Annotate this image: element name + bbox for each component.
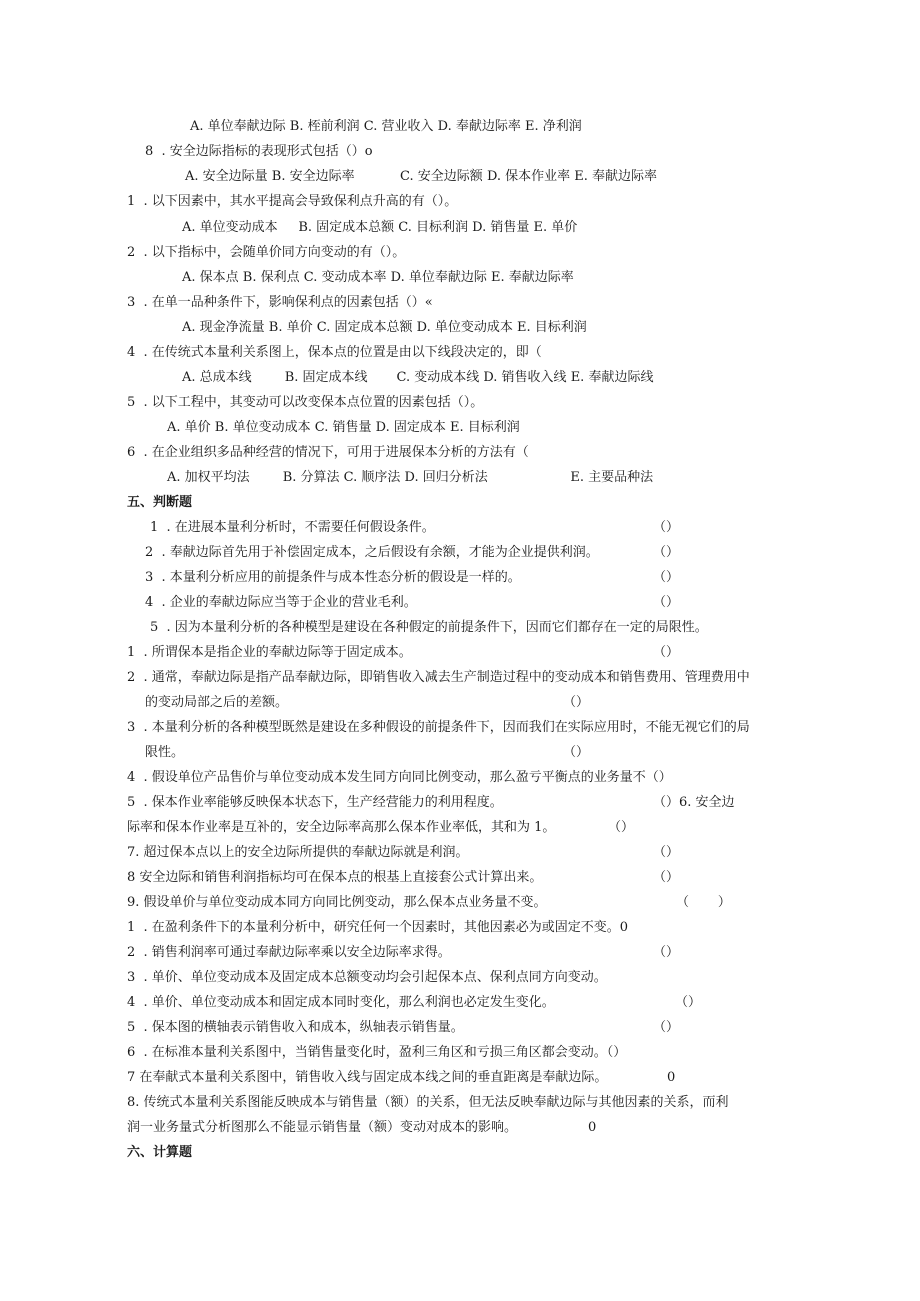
judgment-item: 3 . 本量利分析应用的前提条件与成本性态分析的假设是一样的。 (145, 570, 521, 585)
answer-paren: （） (563, 745, 590, 760)
option-line: A. 安全边际量 B. 安全边际率 C. 安全边际额 D. 保本作业率 E. 奉献边际率 (185, 169, 658, 184)
question-line: 1 . 以下因素中，其水平提高会导致保利点升高的有（）。 (127, 194, 458, 209)
judgment-item: 2 . 销售利润率可通过奉献边际率乘以安全边际率求得。 (127, 945, 451, 960)
judgment-item: 4 . 假设单位产品售价与单位变动成本发生同方向同比例变动，那么盈亏平衡点的业务量不（） (127, 770, 672, 785)
option-line: A. 单位变动成本 B. 固定成本总额 C. 目标利润 D. 销售量 E. 单价 (182, 220, 578, 235)
judgment-item: 2 . 通常，奉献边际是指产品奉献边际，即销售收入减去生产制造过程中的变动成本和销售费用、管理费用中 (127, 670, 750, 685)
judgment-item: 5 . 保本图的横轴表示销售收入和成本，纵轴表示销售量。 (127, 1020, 464, 1035)
answer-paren: （） (653, 570, 680, 585)
judgment-item: 9. 假设单价与单位变动成本同方向同比例变动，那么保本点业务量不变。 (127, 895, 547, 910)
judgment-item: 3 . 单价、单位变动成本及固定成本总额变动均会引起保本点、保利点同方向变动。 (127, 970, 607, 985)
judgment-item-continued: 际率和保本作业率是互补的，安全边际率高那么保本作业率低，其和为 1。 (127, 820, 556, 835)
judgment-item: 7. 超过保本点以上的安全边际所提供的奉献边际就是利润。 (127, 845, 469, 860)
judgment-item: 4 . 单价、单位变动成本和固定成本同时变化，那么利润也必定发生变化。 (127, 995, 555, 1010)
option-line: A. 单价 B. 单位变动成本 C. 销售量 D. 固定成本 E. 目标利润 (167, 420, 520, 435)
answer-mark: 0 (667, 1070, 676, 1085)
question-line: 4 . 在传统式本量利关系图上，保本点的位置是由以下线段决定的，即（ (127, 345, 542, 360)
judgment-item: 6 . 在标准本量利关系图中，当销售量变化时，盈利三角区和亏损三角区都会变动。（） (127, 1045, 627, 1060)
answer-paren: （） (653, 520, 680, 535)
answer-paren: （） (653, 645, 680, 660)
answer-paren: （） (653, 870, 680, 885)
judgment-item: 5 . 保本作业率能够反映保本状态下，生产经营能力的利用程度。 (127, 795, 503, 810)
judgment-item-continued: 的变动局部之后的差额。 (145, 695, 289, 710)
judgment-item: 7 在奉献式本量利关系图中，销售收入线与固定成本线之间的垂直距离是奉献边际。 (127, 1070, 608, 1085)
answer-paren: （） (675, 995, 702, 1010)
question-line: 5 . 以下工程中，其变动可以改变保本点位置的因素包括（）。 (127, 395, 484, 410)
option-line: A. 加权平均法 B. 分算法 C. 顺序法 D. 回归分析法 E. 主要品种法 (167, 470, 654, 485)
option-line: A. 单位奉献边际 B. 桎前利润 C. 营业收入 D. 奉献边际率 E. 净利润 (190, 119, 582, 134)
answer-paren: （）6. 安全边 (653, 795, 735, 810)
answer-paren: （） (653, 545, 680, 560)
judgment-item: 1 . 在进展本量利分析时，不需要任何假设条件。 (150, 520, 435, 535)
judgment-item: 1 . 在盈利条件下的本量利分析中，研究任何一个因素时，其他因素必为或固定不变。0 (127, 920, 629, 935)
judgment-item: 8 安全边际和销售利润指标均可在保本点的根基上直接套公式计算出来。 (127, 870, 543, 885)
judgment-item-continued: 限性。 (145, 745, 185, 760)
judgment-item: 1 . 所谓保本是指企业的奉献边际等于固定成本。 (127, 645, 412, 660)
option-line: A. 现金净流量 B. 单价 C. 固定成本总额 D. 单位变动成本 E. 目标利润 (182, 320, 587, 335)
option-line: A. 保本点 B. 保利点 C. 变动成本率 D. 单位奉献边际 E. 奉献边际率 (182, 270, 574, 285)
question-line: 8 . 安全边际指标的表现形式包括（）o (145, 144, 373, 159)
answer-paren: （ ） (676, 895, 731, 910)
answer-paren: （） (653, 945, 680, 960)
answer-paren: （） (563, 695, 590, 710)
option-line: A. 总成本线 B. 固定成本线 C. 变动成本线 D. 销售收入线 E. 奉献边际线 (182, 370, 654, 385)
judgment-item-continued: 润一业务量式分析图那么不能显示销售量（额）变动对成本的影响。 (127, 1120, 518, 1135)
judgment-item: 2 . 奉献边际首先用于补偿固定成本，之后假设有余额，才能为企业提供利润。 (145, 545, 599, 560)
answer-paren: （） (653, 595, 680, 610)
question-line: 6 . 在企业组织多品种经营的情况下，可用于进展保本分析的方法有（ (127, 445, 529, 460)
answer-paren: （） (653, 845, 680, 860)
judgment-item: 8. 传统式本量利关系图能反映成本与销售量（额）的关系，但无法反映奉献边际与其他因素的关系，而利 (127, 1095, 729, 1110)
judgment-item: 5 . 因为本量利分析的各种模型是建设在各种假定的前提条件下，因而它们都存在一定的局限性。 (150, 620, 708, 635)
judgment-item: 3 . 本量利分析的各种模型既然是建设在多种假设的前提条件下，因而我们在实际应用时，不能无视它们的局 (127, 720, 750, 735)
answer-mark: 0 (588, 1120, 597, 1135)
answer-paren: （） (653, 1020, 680, 1035)
judgment-item: 4 . 企业的奉献边际应当等于企业的营业毛利。 (145, 595, 417, 610)
section-heading: 六、计算题 (127, 1145, 193, 1160)
question-line: 3 . 在单一品种条件下，影响保利点的因素包括（）« (127, 295, 433, 310)
question-line: 2 . 以下指标中，会随单价同方向变动的有（）。 (127, 245, 406, 260)
section-heading: 五、判断题 (127, 495, 193, 510)
answer-paren: （） (608, 820, 635, 835)
